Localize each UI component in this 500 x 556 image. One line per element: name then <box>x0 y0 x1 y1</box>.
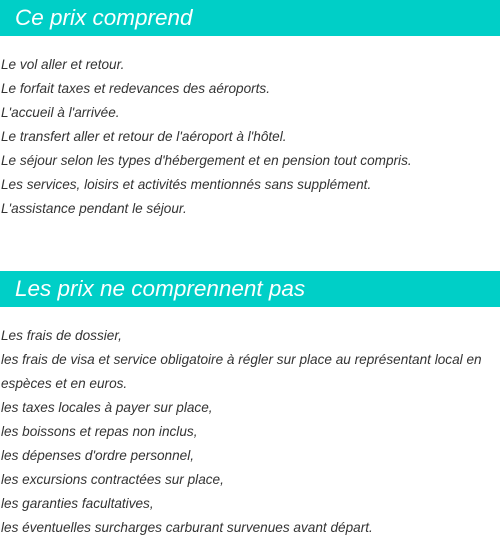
list-item: les garanties facultatives, <box>1 496 154 511</box>
list-item: les taxes locales à payer sur place, <box>1 400 213 415</box>
list-item: Les frais de dossier, <box>1 328 122 343</box>
excluded-section-title: Les prix ne comprennent pas <box>0 271 500 307</box>
included-items-list <box>1 53 500 221</box>
list-item: les boissons et repas non inclus, <box>1 424 198 439</box>
list-item: Le forfait taxes et redevances des aéroports. <box>1 81 271 96</box>
list-item: L'accueil à l'arrivée. <box>1 105 120 120</box>
list-item: les excursions contractées sur place, <box>1 472 224 487</box>
list-item: L'assistance pendant le séjour. <box>1 201 187 216</box>
list-item: les dépenses d'ordre personnel, <box>1 448 195 463</box>
list-item: les éventuelles surcharges carburant survenues avant départ. <box>1 520 373 535</box>
included-section-title: Ce prix comprend <box>0 0 500 36</box>
list-item: Le vol aller et retour. <box>1 57 125 72</box>
list-item: les frais de visa et service obligatoire à régler sur place au représentant local en espèces et en euros. <box>1 352 482 391</box>
list-item: Les services, loisirs et activités mentionnés sans supplément. <box>1 177 372 192</box>
list-item: Le transfert aller et retour de l'aéroport à l'hôtel. <box>1 129 287 144</box>
excluded-items-list <box>1 324 500 540</box>
list-item: Le séjour selon les types d'hébergement et en pension tout compris. <box>1 153 412 168</box>
